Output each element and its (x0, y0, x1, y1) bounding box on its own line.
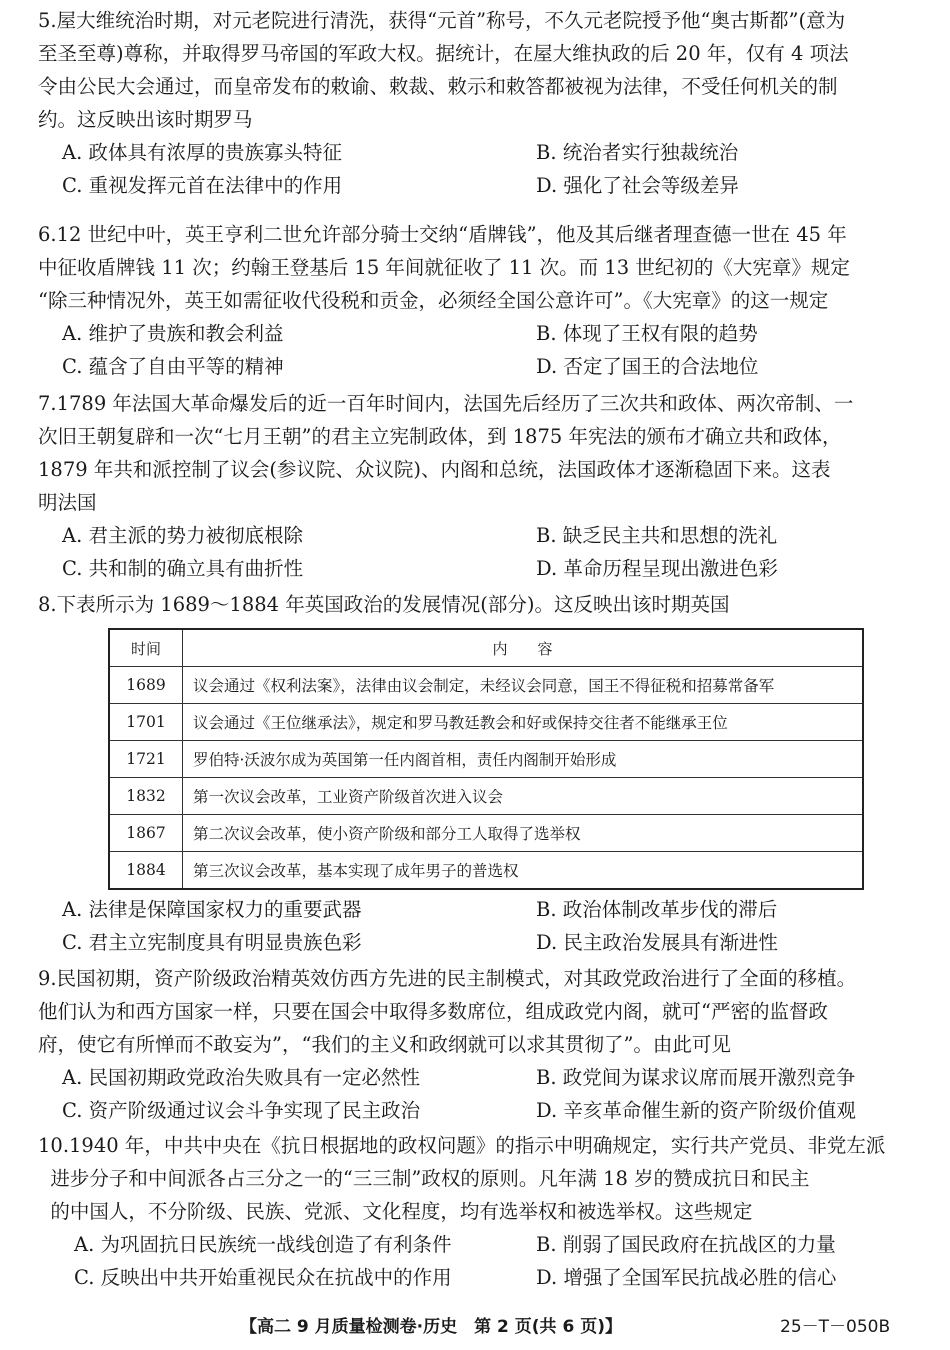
options (38, 893, 914, 959)
cell-content: 第一次议会改革，工业资产阶级首次进入议会 (183, 778, 864, 815)
history-table (108, 628, 864, 890)
question-stem (38, 4, 914, 136)
option-d[interactable]: D. 民主政治发展具有渐进性 (536, 931, 778, 954)
table-row (109, 667, 863, 704)
stem-line: 1879 年共和派控制了议会(参议院、众议院)、内阁和总统，法国政体才逐渐稳固下来。这表 (38, 458, 831, 481)
question-8-options (38, 893, 914, 959)
options (38, 1061, 914, 1127)
option-d[interactable]: D. 革命历程呈现出激进色彩 (536, 557, 778, 580)
stem-line: 10.1940 年，中共中央在《抗日根据地的政权问题》的指示中明确规定，实行共产党员、非党左派 (38, 1134, 886, 1157)
cell-content: 第三次议会改革，基本实现了成年男子的普选权 (183, 852, 864, 890)
option-a[interactable]: A. 法律是保障国家权力的重要武器 (62, 898, 362, 921)
footer-code: 25－T－050B (780, 1317, 891, 1337)
question-stem (38, 387, 914, 519)
table-header-row (109, 629, 863, 667)
footer-title: 【高二 9 月质量检测卷·历史 第 2 页(共 6 页)】 (240, 1317, 622, 1337)
option-c[interactable]: C. 重视发挥元首在法律中的作用 (62, 174, 343, 197)
option-c[interactable]: C. 反映出中共开始重视民众在抗战中的作用 (74, 1266, 452, 1289)
table-row (109, 704, 863, 741)
option-a[interactable]: A. 为巩固抗日民族统一战线创造了有利条件 (74, 1233, 452, 1256)
option-b[interactable]: B. 政党间为谋求议席而展开激烈竞争 (536, 1066, 856, 1089)
options (38, 136, 914, 202)
stem-line: 进步分子和中间派各占三分之一的“三三制”政权的原则。凡年满 18 岁的赞成抗日和民主 (38, 1167, 810, 1190)
table-row (109, 852, 863, 890)
stem-line: 次旧王朝复辟和一次“七月王朝”的君主立宪制政体，到 1875 年宪法的颁布才确立共和政体， (38, 425, 842, 448)
cell-year: 1884 (109, 852, 183, 890)
stem-line: 6.12 世纪中叶，英王亨利二世允许部分骑士交纳“盾牌钱”，他及其后继者理查德一世在 45 年 (38, 223, 847, 246)
question-6 (38, 218, 914, 383)
table-row (109, 815, 863, 852)
cell-year: 1832 (109, 778, 183, 815)
options (38, 519, 914, 585)
cell-year: 1867 (109, 815, 183, 852)
question-stem (38, 962, 914, 1061)
option-d[interactable]: D. 否定了国王的合法地位 (536, 355, 759, 378)
cell-year: 1689 (109, 667, 183, 704)
options (38, 1228, 914, 1294)
table-row (109, 741, 863, 778)
column-header-time: 时间 (109, 629, 183, 667)
option-d[interactable]: D. 增强了全国军民抗战必胜的信心 (536, 1266, 837, 1289)
option-b[interactable]: B. 体现了王权有限的趋势 (536, 322, 758, 345)
option-c[interactable]: C. 共和制的确立具有曲折性 (62, 557, 304, 580)
option-a[interactable]: A. 维护了贵族和教会利益 (62, 322, 284, 345)
page-footer (0, 1312, 950, 1342)
stem-line: 中征收盾牌钱 11 次；约翰王登基后 15 年间就征收了 11 次。而 13 世纪初的《大宪章》规定 (38, 256, 850, 279)
stem-line: 5.屋大维统治时期，对元老院进行清洗，获得“元首”称号，不久元老院授予他“奥古斯都”(意为 (38, 9, 846, 32)
question-5 (38, 4, 914, 202)
question-9 (38, 962, 914, 1127)
cell-content: 第二次议会改革，使小资产阶级和部分工人取得了选举权 (183, 815, 864, 852)
option-c[interactable]: C. 资产阶级通过议会斗争实现了民主政治 (62, 1099, 421, 1122)
stem-line: 府，使它有所惮而不敢妄为”，“我们的主义和政纲就可以求其贯彻了”。由此可见 (38, 1033, 731, 1056)
option-c[interactable]: C. 蕴含了自由平等的精神 (62, 355, 284, 378)
cell-year: 1701 (109, 704, 183, 741)
question-10 (38, 1129, 914, 1294)
column-header-content: 内 容 (183, 629, 864, 667)
cell-content: 罗伯特·沃波尔成为英国第一任内阁首相，责任内阁制开始形成 (183, 741, 864, 778)
table-row (109, 778, 863, 815)
question-7 (38, 387, 914, 585)
option-c[interactable]: C. 君主立宪制度具有明显贵族色彩 (62, 931, 362, 954)
cell-year: 1721 (109, 741, 183, 778)
stem-line: 令由公民大会通过，而皇帝发布的敕谕、敕裁、敕示和敕答都被视为法律，不受任何机关的制 (38, 75, 838, 98)
stem-line: 的中国人，不分阶级、民族、党派、文化程度，均有选举权和被选举权。这些规定 (38, 1200, 753, 1223)
stem-line: 至圣至尊)尊称，并取得罗马帝国的军政大权。据统计，在屋大维执政的后 20 年，仅有 4 项法 (38, 42, 849, 65)
question-stem (38, 588, 914, 621)
question-stem (38, 1129, 914, 1228)
option-a[interactable]: A. 政体具有浓厚的贵族寡头特征 (62, 141, 342, 164)
stem-line: 约。这反映出该时期罗马 (38, 108, 253, 131)
question-8 (38, 588, 914, 621)
option-b[interactable]: B. 统治者实行独裁统治 (536, 141, 739, 164)
option-b[interactable]: B. 政治体制改革步伐的滞后 (536, 898, 778, 921)
stem-line: 9.民国初期，资产阶级政治精英效仿西方先进的民主制模式，对其政党政治进行了全面的移植。 (38, 967, 857, 990)
options (38, 317, 914, 383)
option-b[interactable]: B. 缺乏民主共和思想的洗礼 (536, 524, 778, 547)
stem-line: 明法国 (38, 491, 97, 514)
option-d[interactable]: D. 强化了社会等级差异 (536, 174, 739, 197)
cell-content: 议会通过《王位继承法》，规定和罗马教廷教会和好或保持交往者不能继承王位 (183, 704, 864, 741)
stem-line: 8.下表所示为 1689～1884 年英国政治的发展情况(部分)。这反映出该时期英国 (38, 593, 730, 616)
cell-content: 议会通过《权利法案》，法律由议会制定，未经议会同意，国王不得征税和招募常备军 (183, 667, 864, 704)
option-d[interactable]: D. 辛亥革命催生新的资产阶级价值观 (536, 1099, 856, 1122)
stem-line: “除三种情况外，英王如需征收代役税和贡金，必须经全国公意许可”。《大宪章》的这一规定 (38, 289, 829, 312)
option-a[interactable]: A. 君主派的势力被彻底根除 (62, 524, 303, 547)
option-b[interactable]: B. 削弱了国民政府在抗战区的力量 (536, 1233, 836, 1256)
stem-line: 他们认为和西方国家一样，只要在国会中取得多数席位，组成政党内阁，就可“严密的监督政 (38, 1000, 828, 1023)
stem-line: 7.1789 年法国大革命爆发后的近一百年时间内，法国先后经历了三次共和政体、两次帝制、一 (38, 392, 854, 415)
option-a[interactable]: A. 民国初期政党政治失败具有一定必然性 (62, 1066, 420, 1089)
question-stem (38, 218, 914, 317)
